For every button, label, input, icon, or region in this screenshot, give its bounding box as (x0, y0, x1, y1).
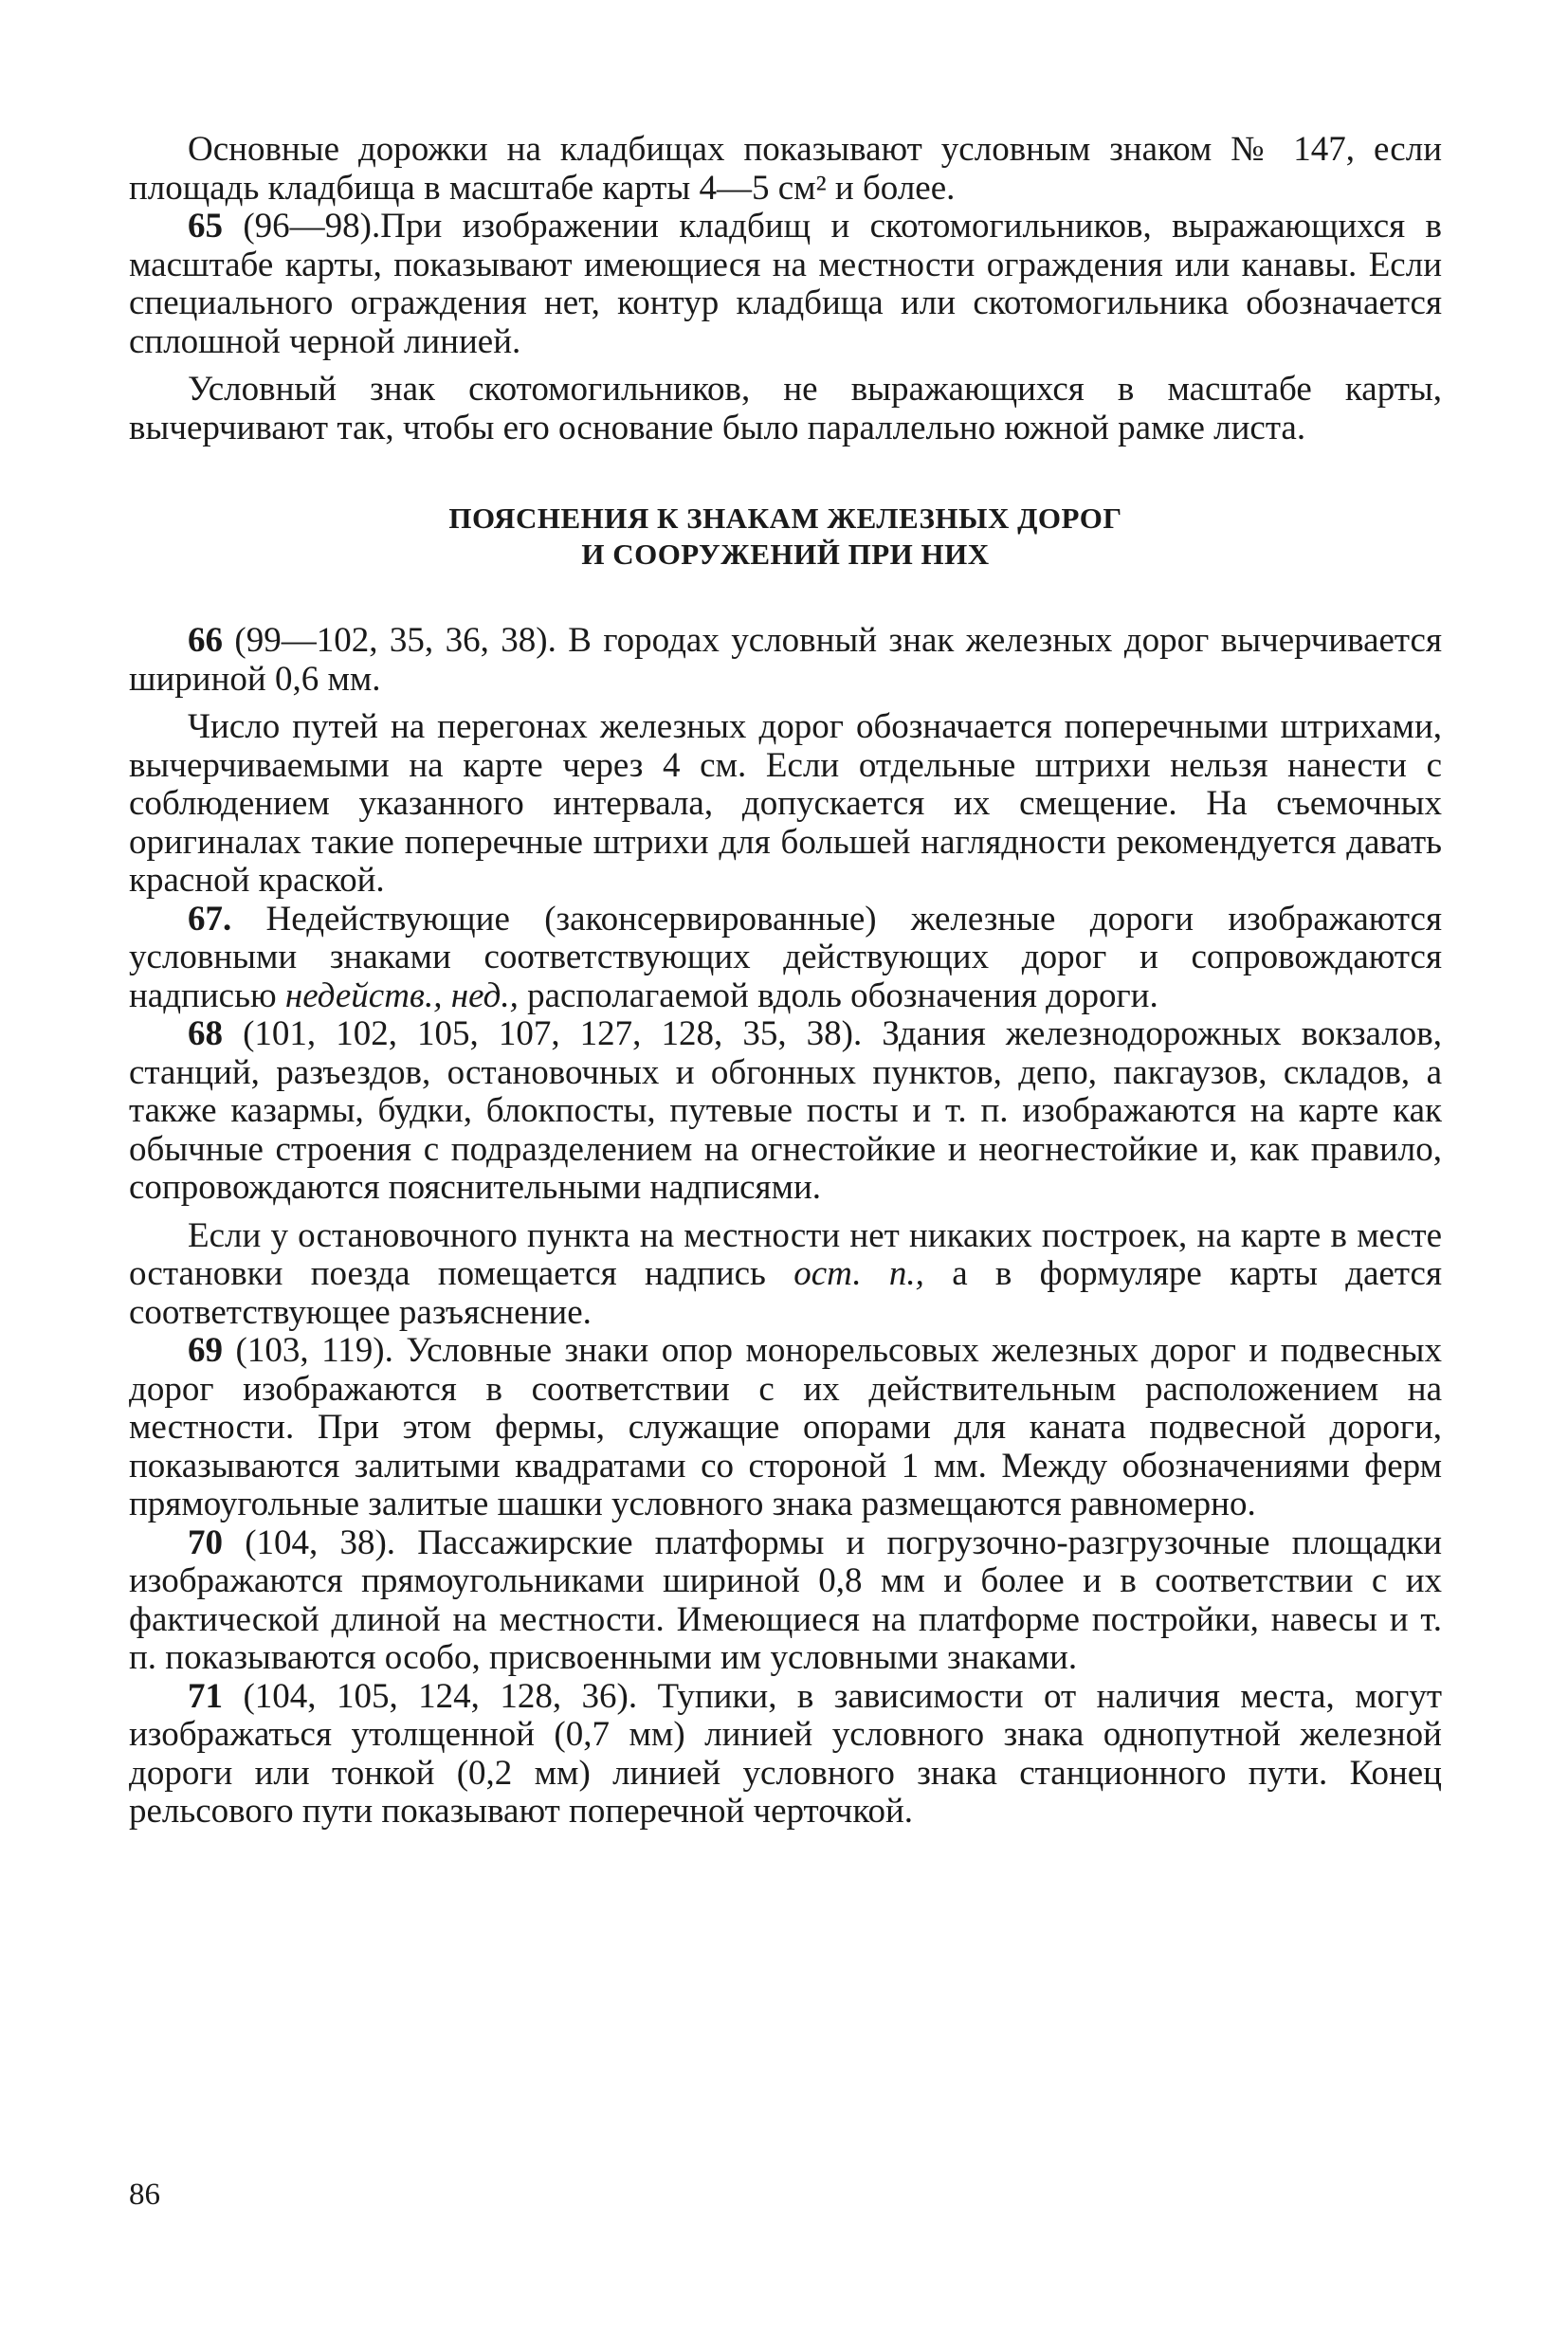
paragraph-68 (129, 1015, 1442, 1208)
paragraph-67 (129, 901, 1442, 1016)
paragraph-68-text: (101, 102, 105, 107, 127, 128, 35, 38). Здания железнодорожных вокзалов, станций, разъездов, остановочных и обгонных пунктов, депо, пакгаузов, складов, а также казармы, будки, блокпосты, путевые посты и т. п. изображаются на карте как обычные строения с подразделением на огнестойкие и неогнестойкие и, как правило, сопровождаются пояснительными надписями. (129, 1014, 1442, 1207)
item-number-67: 67. (188, 899, 232, 939)
section-heading-line-1: ПОЯСНЕНИЯ К ЗНАКАМ ЖЕЛЕЗНЫХ ДОРОГ (448, 501, 1122, 535)
paragraph-68-continued-after: а в формуляре карты дается соответствующее разъяснение. (129, 1254, 1442, 1332)
paragraph-68-italic-label: ост. п., (793, 1254, 924, 1293)
paragraph-66-text: (99—102, 35, 36, 38). В городах условный знак железных дорог вычерчивается шириной 0,6 мм. (129, 621, 1442, 699)
item-number-71: 71 (188, 1676, 223, 1716)
paragraph-71-text: (104, 105, 124, 128, 36). Тупики, в зависимости от наличия места, могут изображаться утолщенной (0,7 мм) линией условного знака однопутной железной дороги или тонкой (0,2 мм) линией условного знака станционного пути. Конец рельсового пути показывают поперечной черточкой. (129, 1676, 1442, 1831)
paragraph-67-text-before: Недействующие (законсервированные) железные дороги изображаются условными знаками соответствующих действующих дорог и сопровождаются надписью (129, 899, 1442, 1015)
page-body (129, 131, 1442, 1832)
paragraph-66-continued: Число путей на перегонах железных дорог обозначается поперечными штрихами, вычерчиваемыми на карте через 4 см. Если отдельные штрихи нельзя нанести с соблюдением указанного интервала, допускается их смещение. На съемочных оригиналах такие поперечные штрихи для большей наглядности рекомендуется давать красной краской. (129, 707, 1442, 900)
paragraph-68-continued (129, 1217, 1442, 1333)
page-number: 86 (129, 2178, 160, 2212)
item-number-65: 65 (188, 207, 223, 246)
item-number-70: 70 (188, 1522, 223, 1562)
section-heading (129, 501, 1442, 573)
paragraph-67-italic-label: недейств., нед., (284, 975, 519, 1015)
paragraph-70-text: (104, 38). Пассажирские платформы и погрузочно-разгрузочные площадки изображаются прямоугольниками шириной 0,8 мм и более и в соответствии с их фактической длиной на местности. Имеющиеся на платформе постройки, навесы и т. п. показываются особо, присвоенными им условными знаками. (129, 1522, 1442, 1677)
paragraph-68-continued-before: Если у остановочного пункта на местности нет никаких построек, на карте в месте остановки поезда помещается надпись (129, 1215, 1442, 1293)
paragraph-67-text-after: располагаемой вдоль обозначения дороги. (518, 975, 1158, 1015)
paragraph-65-continued: Условный знак скотомогильников, не выражающихся в масштабе карты, вычерчивают так, чтобы его основание было параллельно южной рамке листа. (129, 370, 1442, 447)
item-number-66: 66 (188, 621, 223, 660)
paragraph-66 (129, 622, 1442, 699)
section-heading-line-2: И СООРУЖЕНИЙ ПРИ НИХ (581, 538, 990, 571)
paragraph-cemetery-paths: Основные дорожки на кладбищах показывают условным знаком № 147, если площадь кладбища в масштабе карты 4—5 см² и более. (129, 130, 1442, 208)
item-number-69: 69 (188, 1331, 223, 1370)
paragraph-71 (129, 1678, 1442, 1832)
paragraph-70 (129, 1524, 1442, 1678)
paragraph-65 (129, 208, 1442, 361)
paragraph-69 (129, 1332, 1442, 1524)
paragraph-65-text: (96—98).При изображении кладбищ и скотомогильников, выражающихся в масштабе карты, показывают имеющиеся на местности ограждения или канавы. Если специального ограждения нет, контур кладбища или скотомогильника обозначается сплошной черной линией. (129, 207, 1442, 361)
item-number-68: 68 (188, 1014, 223, 1053)
paragraph-69-text: (103, 119). Условные знаки опор монорельсовых железных дорог и подвесных дорог изображаются в соответствии с их действительным расположением на местности. При этом фермы, служащие опорами для каната подвесной дороги, показываются залитыми квадратами со стороной 1 мм. Между обозначениями ферм прямоугольные залитые шашки условного знака размещаются равномерно. (129, 1331, 1442, 1523)
